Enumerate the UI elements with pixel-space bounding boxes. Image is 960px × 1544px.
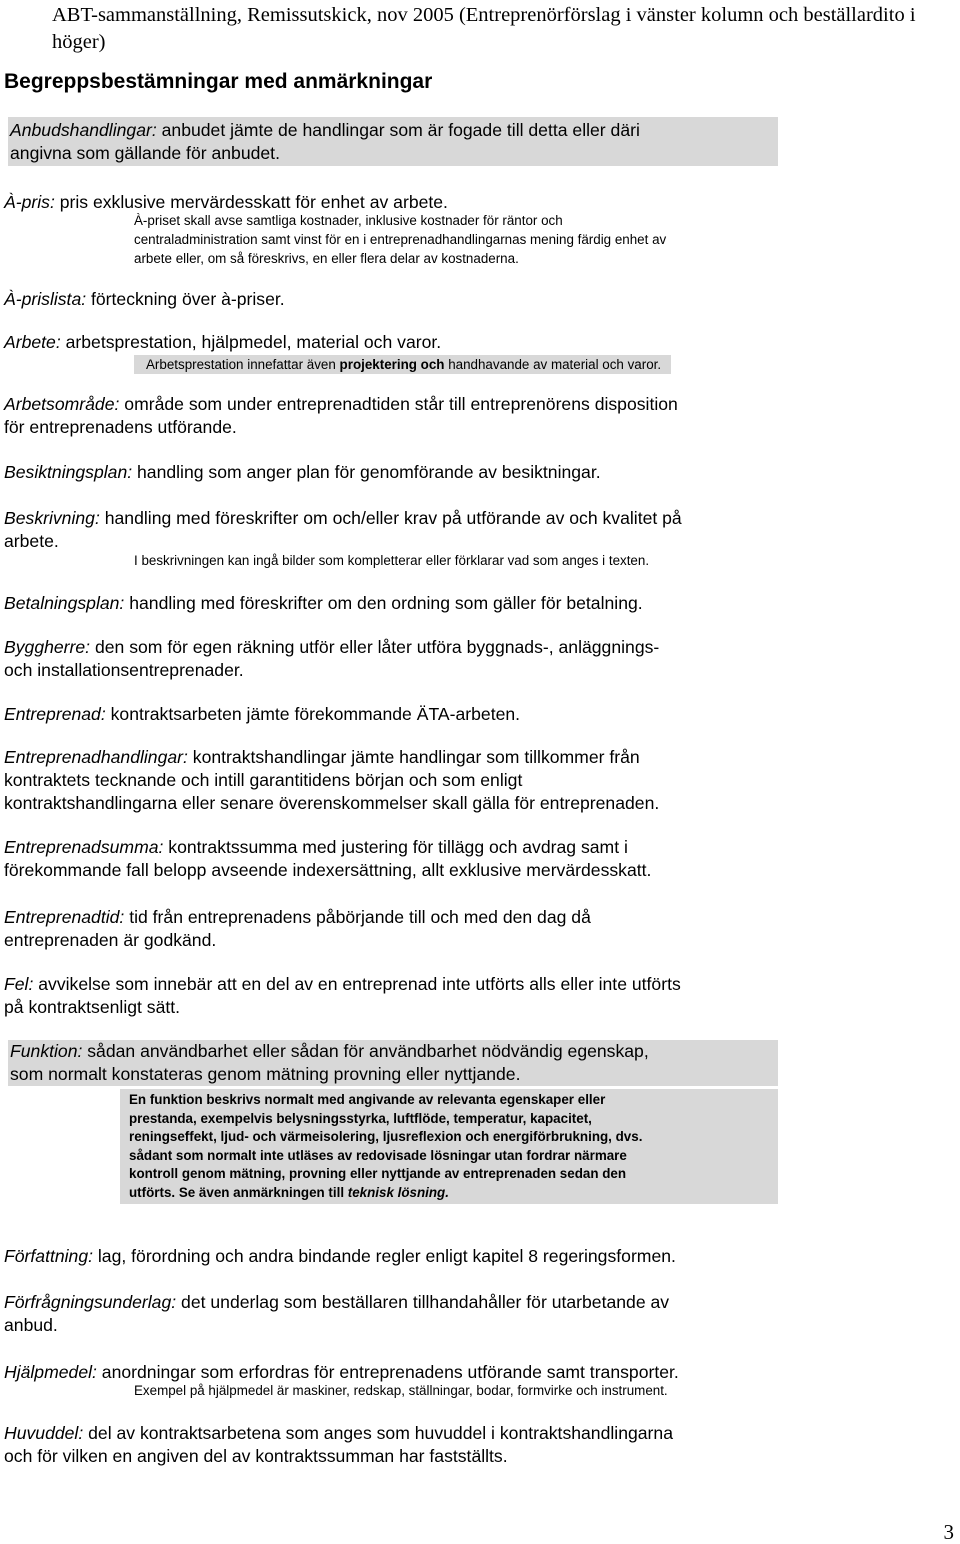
term-label: À-prislista: [4,289,87,309]
term-beskrivning [4,507,954,553]
term-label: À-pris: [4,192,55,212]
term-label: Funktion: [10,1041,83,1061]
term-definition-cont: för entreprenadens utförande. [4,417,237,437]
note-line: En funktion beskrivs normalt med angivande av relevanta egenskaper eller [129,1092,606,1107]
term-label: Beskrivning: [4,508,100,528]
term-definition: handling med föreskrifter om den ordning som gäller för betalning. [124,593,643,613]
term-definition-cont: angivna som gällande för anbudet. [10,143,280,163]
term-label: Arbete: [4,332,61,352]
term-entreprenadhandlingar [4,746,954,815]
term-fel [4,973,954,1019]
term-definition: område som under entreprenadtiden står till entreprenörens disposition [119,394,678,414]
term-definition: förteckning över à-priser. [86,289,285,309]
term-definition: det underlag som beställaren tillhandahåller för utarbetande av [176,1292,670,1312]
term-label: Författning: [4,1246,93,1266]
term-label: Entreprenadsumma: [4,837,164,857]
term-byggherre [4,636,954,682]
note-text: Arbetsprestation innefattar även [146,357,340,372]
note-line: utförts. Se även anmärkningen till [129,1184,348,1200]
term-definition: del av kontraktsarbetena som anges som huvuddel i kontraktshandlingarna [83,1423,673,1443]
term-label: Förfrågningsunderlag: [4,1292,177,1312]
term-label: Byggherre: [4,637,91,657]
term-forfragningsunderlag [4,1291,954,1337]
term-entreprenadsumma [4,836,954,882]
term-betalningsplan [4,592,954,615]
note-line: centraladministration samt vinst för en i entreprenadhandlingarnas mening färdig enhet av [134,232,667,247]
note-text: handhavande av material och varor. [444,357,662,372]
term-definition: kontraktsarbeten jämte förekommande ÄTA-arbeten. [105,704,521,724]
term-label: Entreprenadhandlingar: [4,747,188,767]
term-definition: anordningar som erfordras för entreprenadens utförande samt transporter. [96,1362,679,1382]
note-bold-text: projektering och [339,357,445,372]
term-definition: lag, förordning och andra bindande regler enligt kapitel 8 regeringsformen. [93,1246,676,1266]
term-label: Entreprenad: [4,704,106,724]
term-arbetsomrade [4,393,954,439]
term-definition: den som för egen räkning utför eller låter utföra byggnads-, anläggnings- [90,637,660,657]
term-besiktningsplan [4,461,954,484]
term-definition-cont: och installationsentreprenader. [4,660,244,680]
note-italic-text: teknisk lösning. [347,1184,449,1200]
term-forfattning [4,1245,954,1268]
page-title: Begreppsbestämningar med anmärkningar [4,70,433,93]
term-definition-cont: förekommande fall belopp avseende indexersättning, allt exklusive mervärdesskatt. [4,860,652,880]
term-entreprenadtid [4,906,954,952]
term-aprislista [4,288,954,311]
term-label: Anbudshandlingar: [10,120,157,140]
note-funktion [129,1091,642,1202]
document-header: ABT-sammanställning, Remissutskick, nov 2005 (Entreprenörförslag i vänster kolumn och beställardito i höger) [52,4,916,53]
note-line: prestanda, exempelvis belysningsstyrka, luftflöde, temperatur, kapacitet, [129,1110,592,1126]
note-line: sådant som normalt inte utläses av redovisade lösningar utan fordrar närmare [129,1147,627,1163]
term-label: Hjälpmedel: [4,1362,97,1382]
term-definition: arbetsprestation, hjälpmedel, material och varor. [60,332,442,352]
page-number: 3 [943,1520,954,1544]
term-label: Huvuddel: [4,1423,84,1443]
note-apris [134,211,666,268]
note-hjalpmedel: Exempel på hjälpmedel är maskiner, redskap, ställningar, bodar, formvirke och instrument. [134,1383,668,1398]
term-arbete [4,331,954,354]
term-definition: kontraktssumma med justering för tillägg och avdrag samt i [163,837,628,857]
term-definition: anbudet jämte de handlingar som är fogade till detta eller däri [156,120,640,140]
note-beskrivning: I beskrivningen kan ingå bilder som kompletterar eller förklarar vad som anges i texten. [134,553,650,568]
term-label: Arbetsområde: [4,394,120,414]
term-definition: avvikelse som innebär att en del av en entreprenad inte utförts alls eller inte utförts [33,974,681,994]
term-definition-cont: kontraktets tecknande och intill garantitidens början och som enligt [4,770,523,790]
term-definition-cont: kontraktshandlingarna eller senare överenskommelser skall gälla för entreprenaden. [4,793,660,813]
term-definition-cont: som normalt konstateras genom mätning provning eller nyttjande. [10,1064,521,1084]
term-definition: handling med föreskrifter om och/eller krav på utförande av och kvalitet på [99,508,682,528]
term-label: Entreprenadtid: [4,907,125,927]
note-line: reningseffekt, ljud- och värmeisolering, ljusreflexion och energiförbrukning, dvs. [129,1129,643,1144]
term-definition-cont: och för vilken en angiven del av kontraktssumman har fastställts. [4,1446,508,1466]
term-definition-cont: på kontraktsenligt sätt. [4,997,181,1017]
term-definition: tid från entreprenadens påbörjande till och med den dag då [124,907,591,927]
term-label: Fel: [4,974,34,994]
note-line: À-priset skall avse samtliga kostnader, inklusive kostnader för räntor och [134,213,563,228]
term-definition: sådan användbarhet eller sådan för användbarhet nödvändig egenskap, [82,1041,649,1061]
note-arbete [134,355,671,374]
term-definition: handling som anger plan för genomförande av besiktningar. [132,462,601,482]
term-entreprenad [4,703,954,726]
term-label: Betalningsplan: [4,593,125,613]
term-definition: kontraktshandlingar jämte handlingar som tillkommer från [187,747,640,767]
note-line: arbete eller, om så föreskrivs, en eller flera delar av kostnaderna. [134,251,519,266]
term-definition-cont: anbud. [4,1315,58,1335]
term-definition-cont: entreprenaden är godkänd. [4,930,217,950]
term-huvuddel [4,1422,954,1468]
note-line: kontroll genom mätning, provning eller nyttjande av entreprenaden sedan den [129,1166,627,1181]
term-label: Besiktningsplan: [4,462,133,482]
term-anbudshandlingar [10,119,960,165]
term-definition: pris exklusive mervärdesskatt för enhet av arbete. [54,192,448,212]
term-definition-cont: arbete. [4,531,59,551]
term-funktion [10,1040,960,1086]
